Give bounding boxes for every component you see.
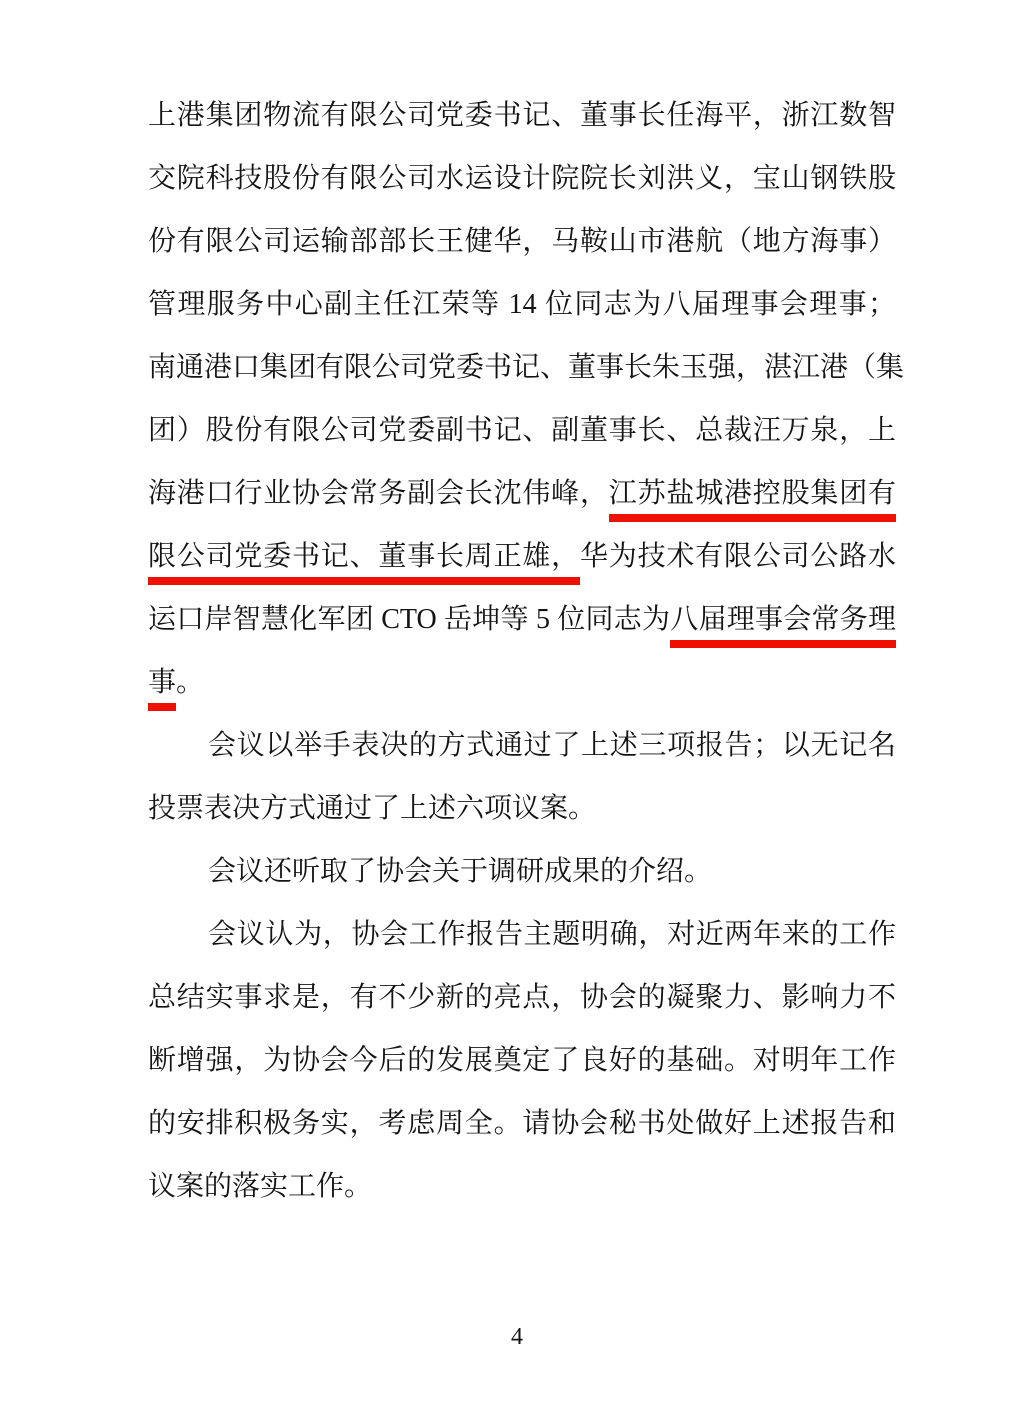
text-line [148,273,896,336]
text-line [148,1155,896,1218]
red-underlined-segment: 八届理事会常务理 [670,604,896,648]
red-underlined-segment: 事 [148,667,176,711]
text-line [148,966,896,1029]
text-line [148,588,896,651]
text-line [148,336,905,399]
text-line [148,462,896,525]
text-segment: 议案的落实工作。 [148,1171,373,1202]
text-segment: 的安排积极务实，考虑周全。请协会秘书处做好上述报告和 [148,1108,896,1139]
text-segment: 会议还听取了协会关于调研成果的介绍。 [208,856,713,887]
text-segment: 管理服务中心副主任江荣等 14 位同志为八届理事会理事； [148,289,896,320]
text-line [148,1092,896,1155]
text-segment: 华为技术有限公司公路水 [579,541,896,572]
text-segment: 会议以举手表决的方式通过了上述三项报告；以无记名 [208,730,896,761]
text-line [148,399,896,462]
red-underlined-segment: 江苏盐城港控股集团有 [609,478,896,522]
text-segment: 交院科技股份有限公司水运设计院院长刘洪义，宝山钢铁股 [148,163,896,194]
text-segment: 运口岸智慧化军团 CTO 岳坤等 5 位同志为 [148,604,671,635]
page-footer [0,1322,1034,1352]
text-segment: 南通港口集团有限公司党委书记、董事长朱玉强，湛江港（集 [148,352,905,383]
text-segment: 投票表决方式通过了上述六项议案。 [148,793,597,824]
text-segment: 份有限公司运输部部长王健华，马鞍山市港航（地方海事） [148,226,896,257]
text-line [148,525,896,588]
text-line [148,840,896,903]
text-segment: 团）股份有限公司党委副书记、副董事长、总裁汪万泉，上 [148,415,896,446]
text-segment: 会议认为，协会工作报告主题明确，对近两年来的工作 [208,919,896,950]
text-segment: 海港口行业协会常务副会长沈伟峰， [148,478,609,509]
text-segment: 断增强，为协会今后的发展奠定了良好的基础。对明年工作 [148,1045,896,1076]
text-line [148,651,896,714]
text-segment: 总结实事求是，有不少新的亮点，协会的凝聚力、影响力不 [148,982,896,1013]
text-segment: 上港集团物流有限公司党委书记、董事长任海平，浙江数智 [148,100,896,131]
text-line [148,1029,896,1092]
red-underlined-segment: 限公司党委书记、董事长周正雄， [148,541,580,585]
document-body [148,84,905,1218]
page-number: 4 [511,1324,523,1350]
text-line [148,777,896,840]
text-line [148,147,896,210]
text-line [148,210,896,273]
text-segment: 。 [176,667,205,698]
text-line [148,903,896,966]
text-line [148,84,896,147]
text-line [148,714,896,777]
